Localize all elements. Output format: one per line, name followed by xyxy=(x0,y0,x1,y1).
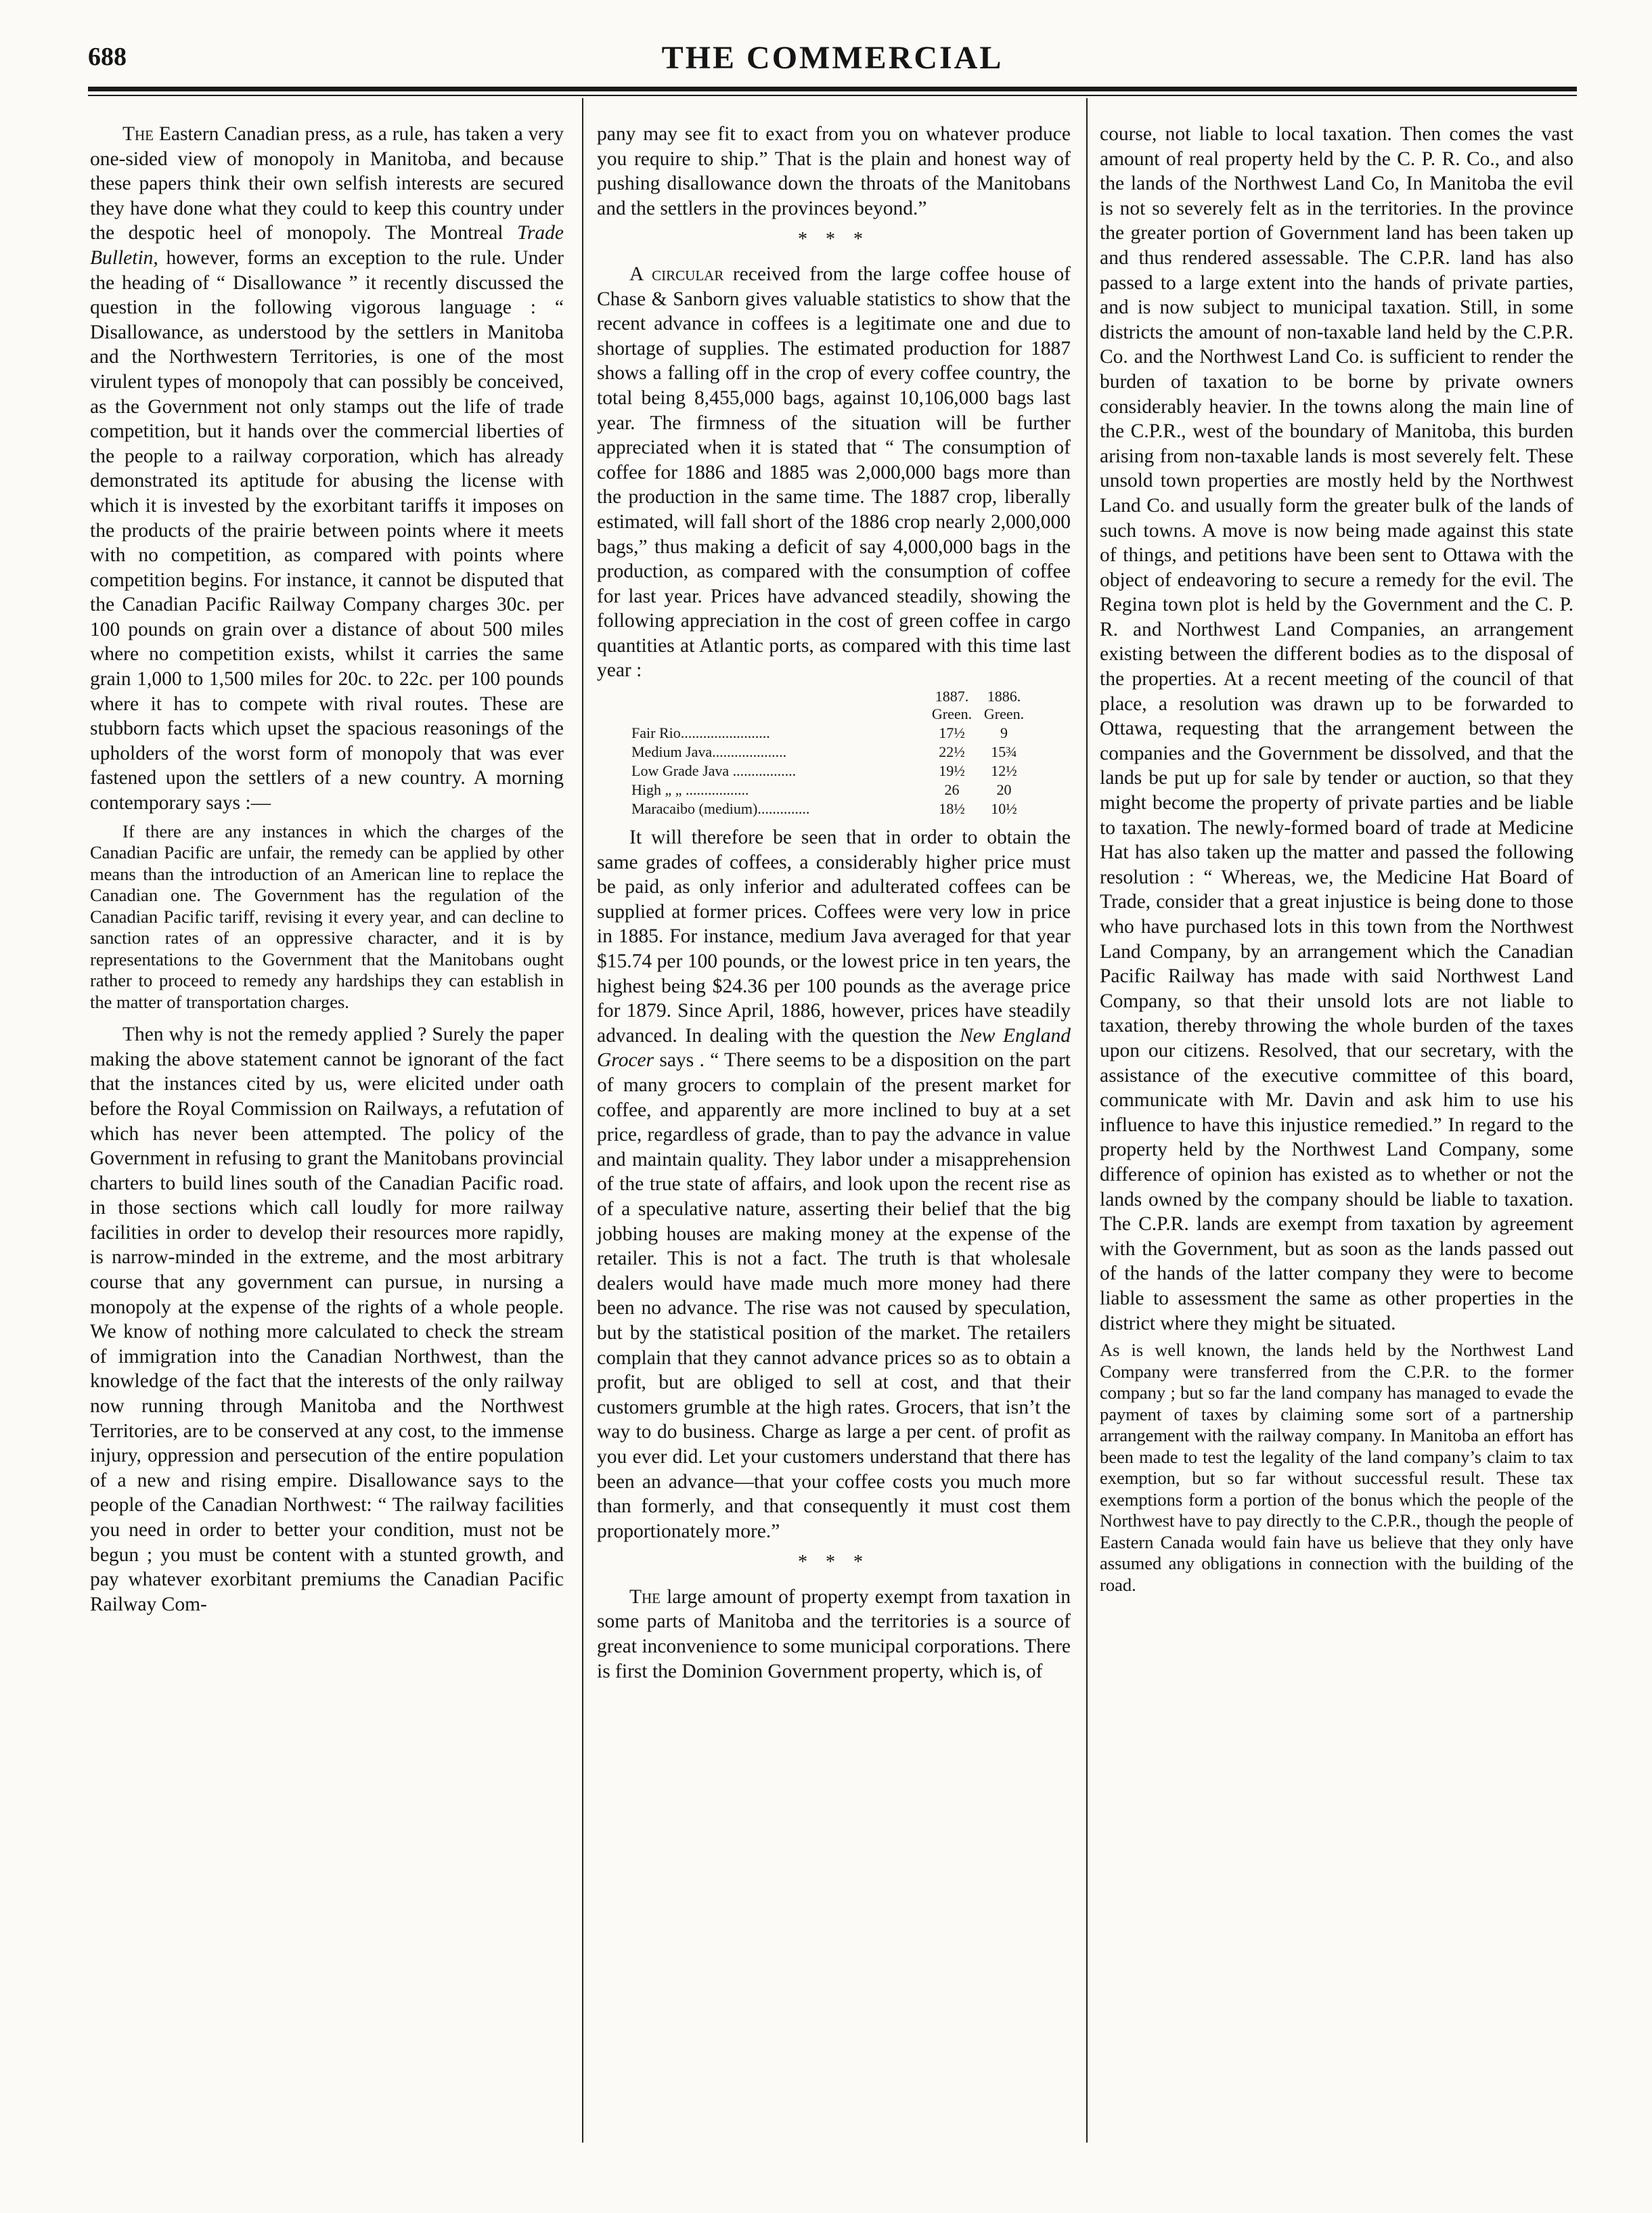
column-subtitle: Green. xyxy=(931,705,973,723)
article-coffee-body xyxy=(597,825,1071,1543)
column-divider-2 xyxy=(1086,98,1088,2143)
column-1 xyxy=(90,122,564,1617)
article-taxation-intro xyxy=(597,1585,1071,1684)
block-quote: If there are any instances in which the charges of the Canadian Pacific are unfair, the remedy can be applied by other means than the introduction of an American line to replace the Canadian one. The Government has the regulation of the Canadian Pacific tariff, revising it every year, and can decline to sanction rates of an oppressive character, and it is by representations to the Government that the Manitobans ought rather to proceed to remedy any hardships they can establish in the matter of transportation charges. xyxy=(90,820,564,1012)
article-coffee-intro xyxy=(597,262,1071,683)
table-row xyxy=(631,724,1030,743)
price-1886: 12½ xyxy=(991,762,1017,780)
coffee-price-table xyxy=(631,687,1030,818)
lead-word: A circular xyxy=(629,263,724,285)
price-1887: 26 xyxy=(944,781,960,799)
column-year: 1887. xyxy=(935,688,969,705)
row-label: Low Grade Java ................. xyxy=(631,762,797,780)
page-number: 688 xyxy=(88,43,127,71)
table-header-blank xyxy=(631,687,926,724)
row-label: Maracaibo (medium).............. xyxy=(631,800,810,818)
paragraph-text: however, forms an exception to the rule. Under the heading of “ Disallowance ” it recently discussed the question in the following vigorous language : “ Disallowance, as understood by the settlers in Manitoba and the Northwestern Territories, is one of the most virulent types of monopoly that can possibly be conceived, as the Government not only stamps out the life of trade competition, but it hands over the commercial liberties of the people to a railway corporation, which has already demonstrated its aptitude for abusing the license with which it is invested by the exorbitant tariffs it imposes on the products of the prairie between points where it meets with no competition, as compared with points where competition begins. For instance, it cannot be disputed that the Canadian Pacific Railway Company charges 30c. per 100 pounds on grain over a distance of about 500 miles where no competition exists, whilst it carries the same grain 1,000 to 1,500 miles for 20c. to 22c. per 100 pounds where it has to compete with rival routes. These are stubborn facts which upset the spacious reasonings of the upholders of the worst form of monopoly that was ever fastened upon the settlers of a new country. A morning contemporary says :— xyxy=(90,246,564,814)
table-header-row xyxy=(631,687,1030,724)
paragraph-text: received from the large coffee house of Chase & Sanborn gives valuable statistics to show that the recent advance in coffees is a legitimate one and due to shortage of supplies. The estimated production for 1887 shows a falling off in the crop of every coffee country, the total being 8,455,000 bags, against 10,106,000 bags last year. The firmness of the situation will be further appreciated when it is stated that “ The consumption of coffee for 1886 and 1885 was 2,000,000 bags more than the production in the same time. The 1887 crop, liberally estimated, will fall short of the 1886 crop nearly 2,000,000 bags,” thus making a deficit of say 4,000,000 bags in the production, as compared with the consumption of coffee for last year. Prices have advanced steadily, showing the following appreciation in the cost of green coffee in cargo quantities at Atlantic ports, as compared with this time last year : xyxy=(597,263,1071,682)
section-separator: * * * xyxy=(798,229,870,250)
price-1887: 22½ xyxy=(939,743,965,761)
header-rule-thin xyxy=(88,95,1577,96)
publication-name: Trade Bulletin, xyxy=(90,222,564,269)
article-disallowance-continued: pany may see fit to exact from you on whatever produce you require to ship.” That is the plain and honest way of pushing disallowance down the throats of the Manitobans and the settlers in the provinces beyond.” xyxy=(597,123,1071,219)
column-header xyxy=(926,687,978,724)
price-1886: 10½ xyxy=(991,800,1017,818)
header-rule-thick xyxy=(88,87,1577,91)
price-1887: 18½ xyxy=(939,800,965,818)
paragraph-text: large amount of property exempt from taxation in some parts of Manitoba and the territories is a source of great inconvenience to some municipal corporations. There is first the Dominion Government property, which is, of xyxy=(597,1585,1071,1682)
paragraph-text: Eastern Canadian press, as a rule, has taken a very one-sided view of monopoly in Manitoba, and because these papers think their own selfish interests are secured they have done what they could to keep this country under the despotic heel of monopoly. The Montreal xyxy=(90,123,564,244)
column-3 xyxy=(1100,122,1573,1596)
column-header xyxy=(978,687,1030,724)
price-1887: 19½ xyxy=(939,762,965,780)
price-1887: 17½ xyxy=(939,724,965,742)
table-row xyxy=(631,799,1030,818)
lead-word: The xyxy=(629,1585,661,1608)
row-label: High „ „ ................. xyxy=(631,781,749,799)
section-separator: * * * xyxy=(798,1552,870,1573)
article-disallowance-body: Then why is not the remedy applied ? Surely the paper making the above statement cannot be ignorant of the fact that the instances cited by us, were elicited under oath before the Royal Commission on Railways, a refutation of which has never been attempted. The policy of the Government in refusing to grant the Manitobans provincial charters to build lines south of the Canadian Pacific road. in those sections which call loudly for more railway facilities in order to develop their resources more rapidly, is narrow-minded in the extreme, and the most arbitrary course that any government can pursue, in nursing a monopoly at the expense of the rights of a whole people. We know of nothing more calculated to check the stream of immigration into the Canadian Northwest, than the knowledge of the fact that the interests of the only railway now running through Manitoba and the Northwest Territories, are to be conserved at any cost, to the immense injury, oppression and persecution of the entire population of a new and rising empire. Disallowance says to the people of the Canadian Northwest: “ The railway facilities you need in order to better your condition, must not be begun ; you must be content with a stunted growth, and pay whatever exorbitant premiums the Canadian Pacific Railway Com- xyxy=(90,1024,564,1615)
column-divider-1 xyxy=(582,98,583,2143)
column-2 xyxy=(597,122,1071,1684)
column-year: 1886. xyxy=(987,688,1021,705)
table-row xyxy=(631,762,1030,781)
publication-name: New England Grocer xyxy=(597,1024,1071,1072)
row-label: Medium Java.................... xyxy=(631,743,787,761)
row-label: Fair Rio........................ xyxy=(631,724,770,742)
table-row xyxy=(631,781,1030,799)
column-subtitle: Green. xyxy=(983,705,1025,723)
paragraph-text: It will therefore be seen that in order to obtain the same grades of coffees, a considerably higher price must be paid, as only inferior and adulterated coffees can be supplied at former prices. Coffees were very low in price in 1885. For instance, medium Java averaged for that year $15.74 per 100 pounds, or the lowest price in ten years, the highest being $24.36 per 100 pounds as the average price for 1879. Since April, 1886, however, prices have steadily advanced. In dealing with the question the xyxy=(597,827,1071,1047)
article-taxation-body: course, not liable to local taxation. Then comes the vast amount of real property held by the C. P. R. Co., and also the lands of the Northwest Land Co, In Manitoba the evil is not so severely felt as in the territories. In the province the greater portion of Government land has been taken up and thus rendered assessable. The C.P.R. land has also passed to a large extent into the hands of private parties, and is now subject to municipal taxation. Still, in some districts the amount of non-taxable land held by the C.P.R. Co. and the Northwest Land Co. is sufficient to render the burden of taxation to be borne by private owners considerably heavier. In the towns along the main line of the C.P.R., west of the boundary of Manitoba, this burden arising from non-taxable lands is most severely felt. These unsold town properties are mostly held by the Northwest Land Co. and usually form the greater bulk of the lands of such towns. A move is now being made against this state of things, and petitions have been sent to Ottawa with the object of endeavoring to secure a remedy for the evil. The Regina town plot is held by the Government and the C. P. R. and Northwest Land Companies, an arrangement existing between the different bodies as to the disposal of the properties. At a recent meeting of the council of that place, a resolution was drawn up to be forwarded to Ottawa, requesting that the arrangement between the companies and the Government be dissolved, and that the lands be put up for sale by tender or auction, so that they might become the property of private parties and be liable to taxation. The newly-formed board of trade at Medicine Hat has also taken up the matter and passed the following resolution : “ Whereas, we, the Medicine Hat Board of Trade, consider that a great injustice is being done to those who have purchased lots in this town from the Northwest Land Company, by an arrangement which the Canadian Pacific Railway has made with said Northwest Land Company, so that their unsold lots are not liable to taxation, thereby throwing the whole burden of the taxes upon our citizens. Resolved, that our secretary, with the assistance of the executive committee of this board, communicate with Mr. Davin and ask him to use his influence to have this injustice remedied.” In regard to the property held by the Northwest Land Company, some difference of opinion has existed as to whether or not the lands owned by the company should be liable to taxation. The C.P.R. lands are exempt from taxation by agreement with the Government, but as soon as the lands passed out of the hands of the latter company they were to become liable to assessment the same as other properties in the district where they might be situated. xyxy=(1100,123,1573,1334)
price-1886: 15¾ xyxy=(991,743,1017,761)
paragraph-text: says . “ There seems to be a disposition on the part of many grocers to complain of the present market for coffee, and apparently are more inclined to buy at a set price, regardless of grade, than to pay the advance in value and maintain quality. They labor under a misapprehension of the true state of affairs, and look upon the recent rise as of a speculative nature, asserting their belief that the big jobbing houses are making money at the expense of the retailer. This is not a fact. The truth is that wholesale dealers would have made much more money had there been no advance. The rise was not caused by speculation, but by the statistical position of the market. The retailers complain that they cannot advance prices so as to obtain a profit, but are obliged to sell at cost, and that their customers grumble at the high rates. Grocers, that isn’t the way to do business. Charge as large a per cent. of profit as you ever did. Let your customers understand that there has been an advance—that your coffee costs you much more than formerly, and that consequently it must cost them proportionately more.” xyxy=(597,1049,1071,1542)
article-disallowance-intro xyxy=(90,122,564,816)
price-1886: 9 xyxy=(1000,724,1008,742)
lead-word: The xyxy=(122,123,154,145)
publication-title: THE COMMERCIAL xyxy=(661,40,1004,76)
table-row xyxy=(631,743,1030,762)
article-taxation-closing: As is well known, the lands held by the Northwest Land Company were transferred from the C.P.R. to the former company ; but so far the land company has managed to evade the payment of taxes by claiming some sort of a partnership arrangement with the railway company. In Manitoba an effort has been made to test the legality of the land company’s claim to tax exemption, but so far without successful result. These tax exemptions form a portion of the bonus which the people of the Northwest have to pay directly to the C.P.R., though the people of Eastern Canada would fain have us believe that they only have assumed any obligations in connection with the building of the road. xyxy=(1100,1340,1573,1595)
price-1886: 20 xyxy=(996,781,1012,799)
page-header xyxy=(88,39,1577,80)
